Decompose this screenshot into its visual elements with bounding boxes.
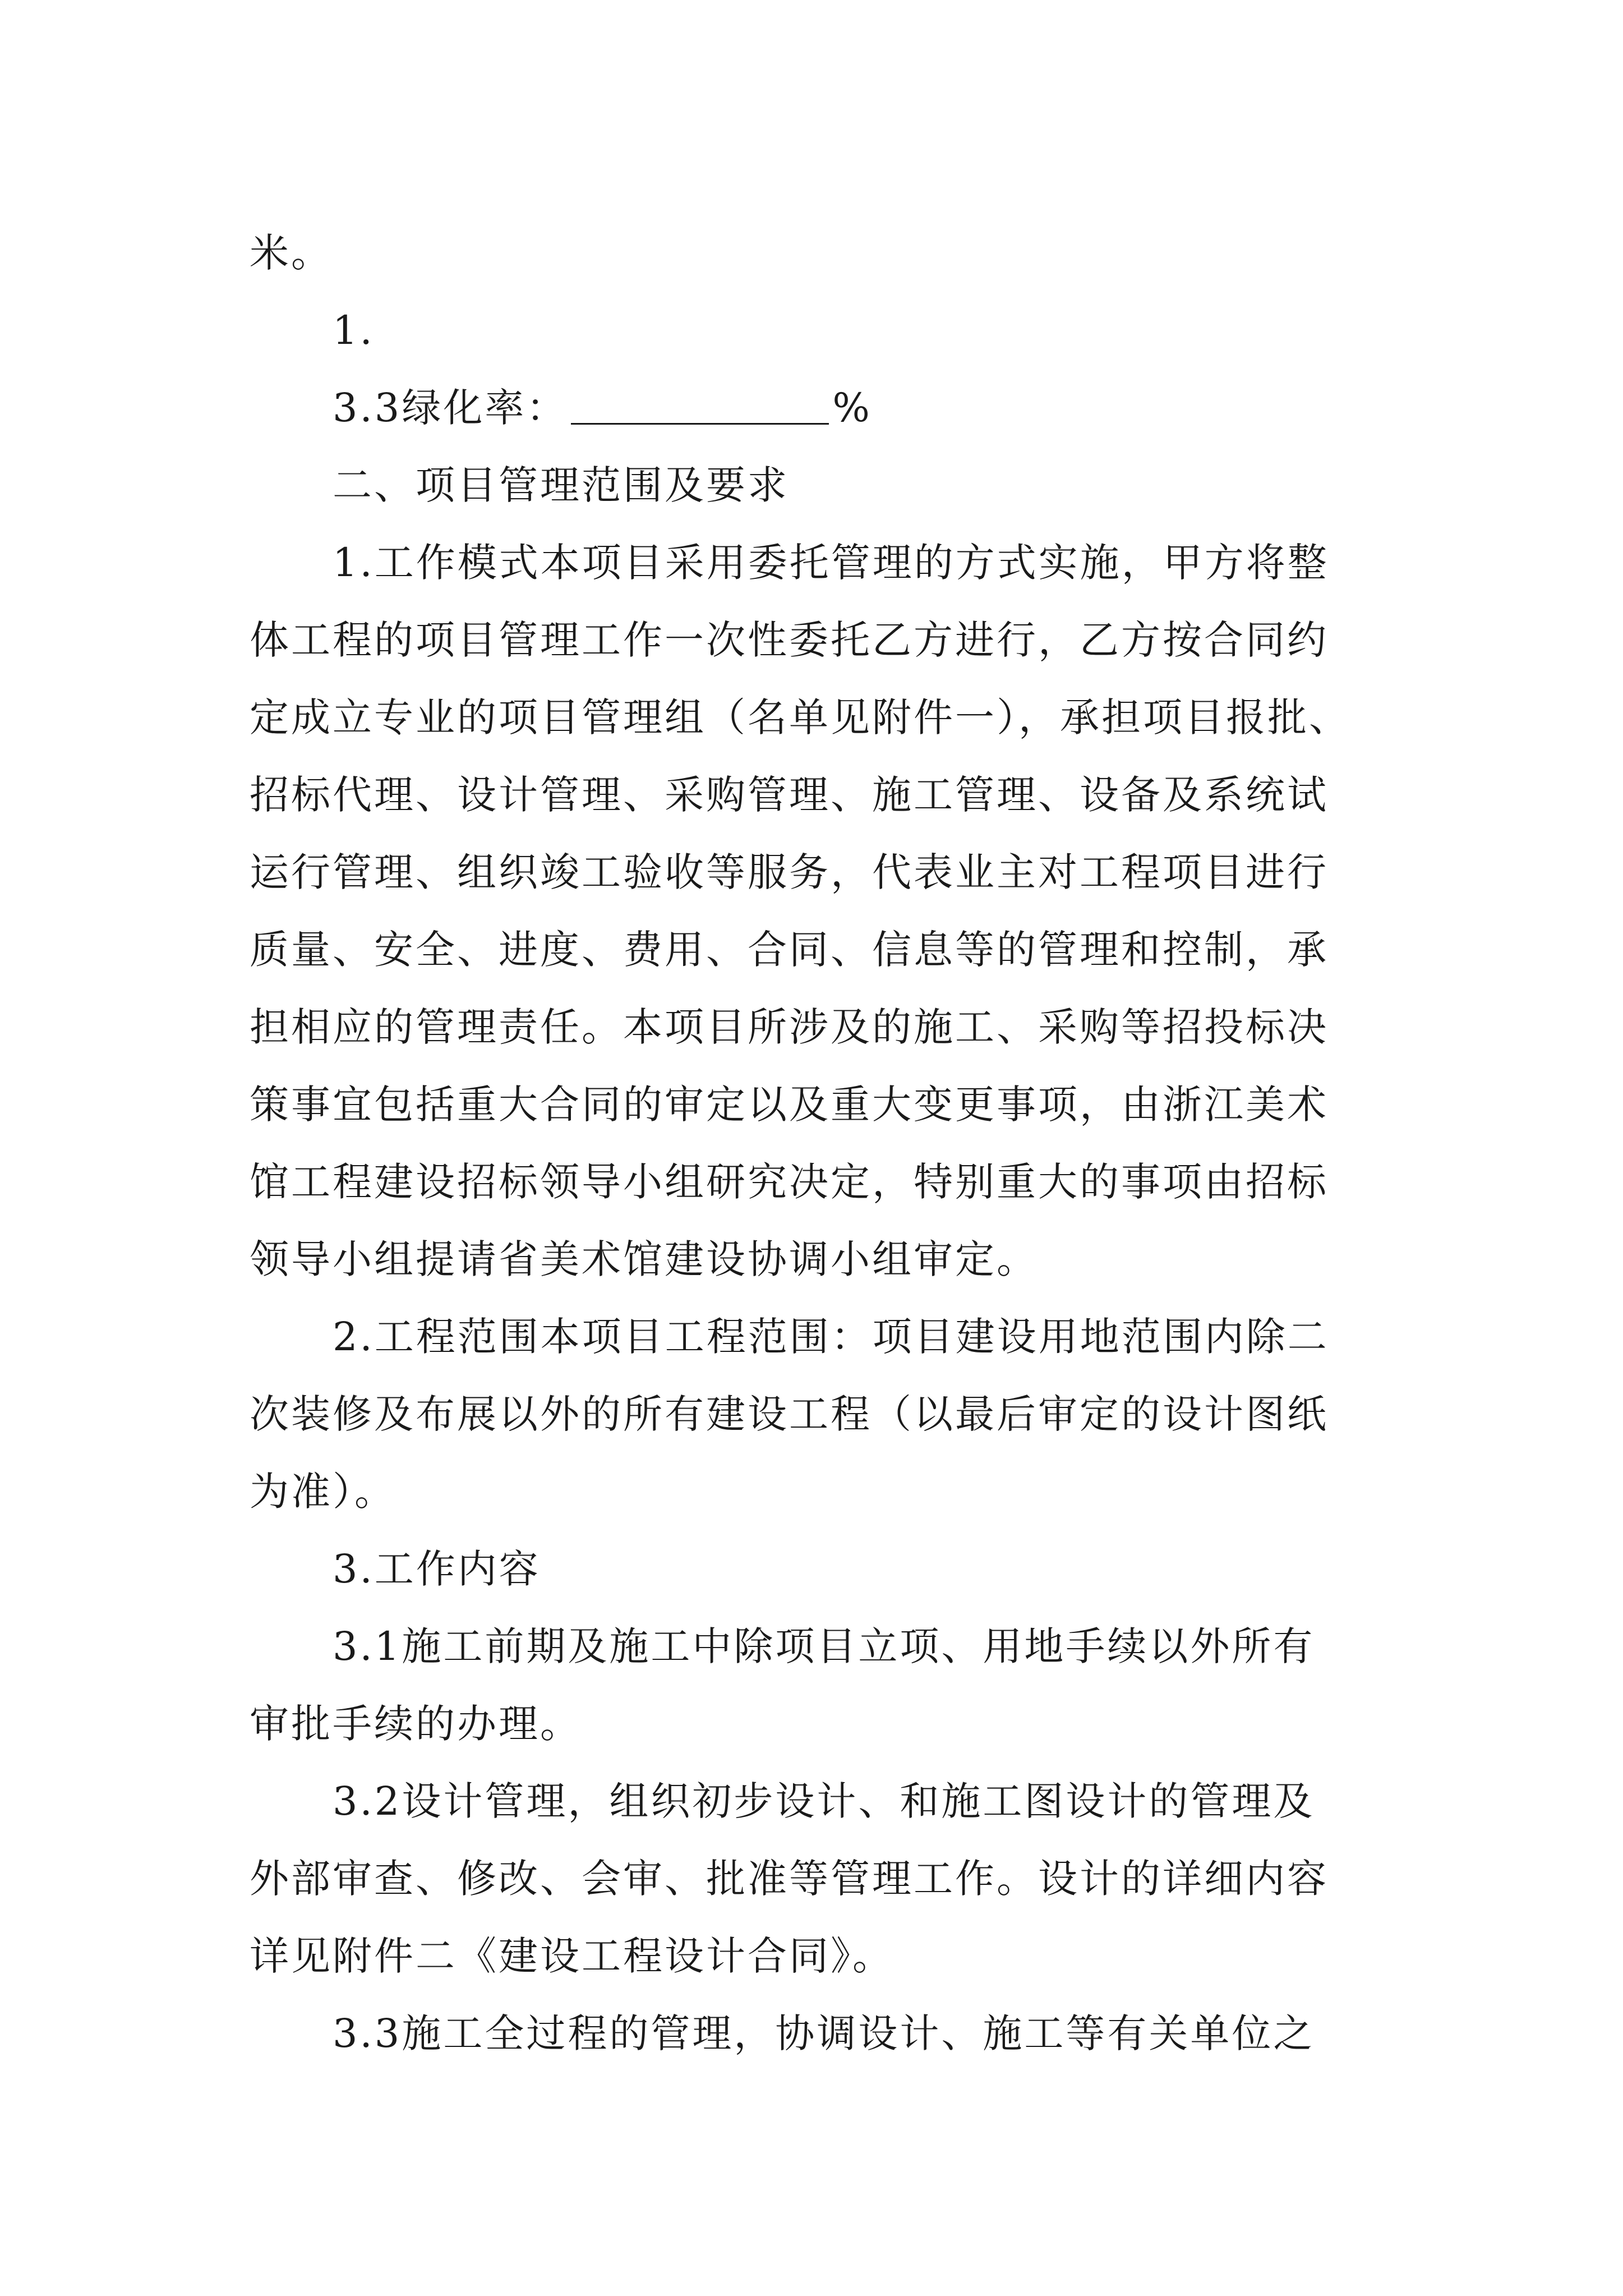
text-line: 体工程的项目管理工作一次性委托乙方进行，乙方按合同约 xyxy=(250,617,1329,663)
text-line: 1. xyxy=(333,307,375,353)
text-line: 领导小组提请省美术馆建设协调小组审定。 xyxy=(250,1236,1038,1282)
text-line: 详见附件二《建设工程设计合同》。 xyxy=(250,1933,894,1979)
text-line: 质量、安全、进度、费用、合同、信息等的管理和控制，承 xyxy=(250,927,1329,973)
text-line: 2.工程范围本项目工程范围：项目建设用地范围内除二 xyxy=(333,1314,1329,1360)
text-line: 担相应的管理责任。本项目所涉及的施工、采购等招投标决 xyxy=(250,1004,1329,1050)
text-line: 外部审查、修改、会审、批准等管理工作。设计的详细内容 xyxy=(250,1856,1329,1902)
text-line: 3.1施工前期及施工中除项目立项、用地手续以外所有 xyxy=(333,1623,1315,1669)
text-line: 次装修及布展以外的所有建设工程（以最后审定的设计图纸 xyxy=(250,1391,1329,1437)
text-line: 馆工程建设招标领导小组研究决定，特别重大的事项由招标 xyxy=(250,1159,1329,1205)
text-line: 3.2设计管理，组织初步设计、和施工图设计的管理及 xyxy=(333,1778,1315,1824)
greening-rate-label: 3.3绿化率： xyxy=(333,385,568,431)
greening-rate-blank xyxy=(571,384,829,425)
text-line: 3.3施工全过程的管理，协调设计、施工等有关单位之 xyxy=(333,2010,1315,2056)
percent-sign: % xyxy=(832,385,872,431)
text-line: 运行管理、组织竣工验收等服务，代表业主对工程项目进行 xyxy=(250,849,1329,895)
greening-rate-line xyxy=(250,369,1399,447)
text-line: 审批手续的办理。 xyxy=(250,1701,582,1747)
text-line: 策事宜包括重大合同的审定以及重大变更事项，由浙江美术 xyxy=(250,1082,1329,1128)
text-line: 1.工作模式本项目采用委托管理的方式实施，甲方将整 xyxy=(333,540,1329,586)
section-heading: 二、项目管理范围及要求 xyxy=(333,462,789,508)
text-line: 招标代理、设计管理、采购管理、施工管理、设备及系统试 xyxy=(250,772,1329,818)
text-line: 米。 xyxy=(250,230,333,276)
text-line: 定成立专业的项目管理组（名单见附件一），承担项目报批、 xyxy=(250,694,1350,740)
document-body xyxy=(250,214,1399,2072)
text-line: 为准）。 xyxy=(250,1469,396,1515)
section-heading: 3.工作内容 xyxy=(333,1546,541,1592)
